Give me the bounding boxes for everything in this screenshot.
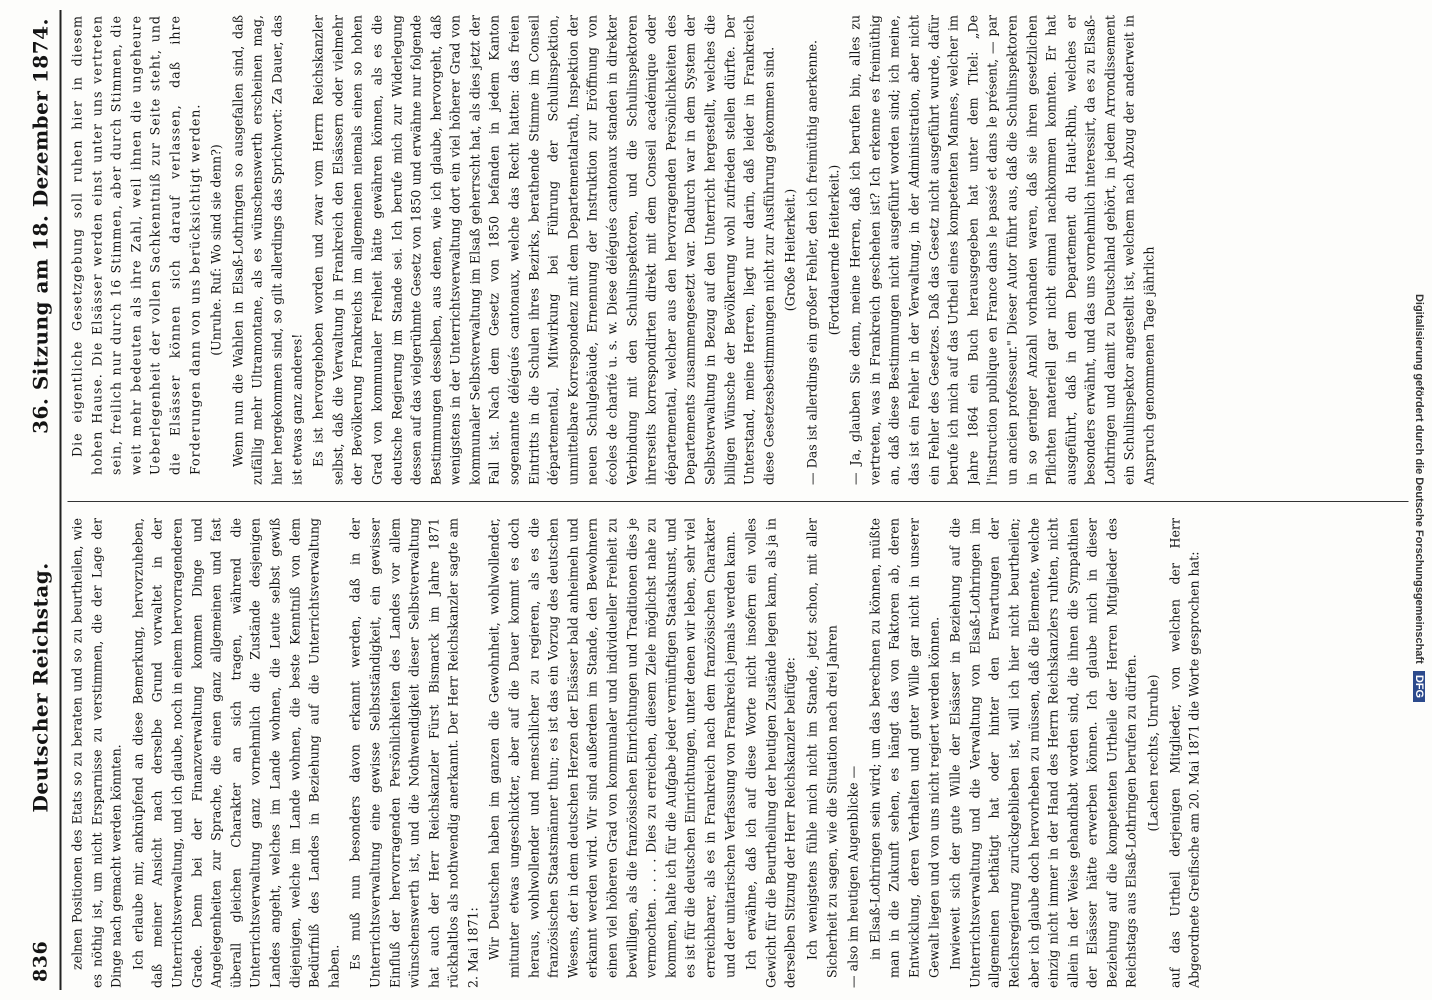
left-interjection: (Lachen rechts, Unruhe) (1145, 674, 1161, 832)
right-interjection: (Fortdauernde Heiterkeit.) (826, 164, 842, 336)
left-paragraph: zelnen Positionen des Etats so zu beraten und so zu beurtheilen, wie es nöthig ist, um nicht Ersparnisse zu verstimmen, die der Lage der Dinge nach gemacht werden könnten. (69, 518, 124, 988)
right-paragraph: Wenn nun die Wahlen in Elsaß-Lothringen so ausgefallen sind, daß zufällig mehr Ultramontane, als es wünschenswerth erscheinen mag, hier hergekommen sind, so gilt allerdings das Sprichwort: Za Dauer, das ist etwas ganz anderes! (230, 15, 305, 485)
watermark-text: Digitalisierung gefördert durch die Deutsche Forschungsgemeinschaft (1413, 293, 1425, 664)
left-quote: Ich wenigstens fühle mich nicht im Stande, jetzt schon, mit aller Sicherheit zu sagen, wie die Situation nach drei Jahren (804, 518, 840, 978)
left-paragraph: auf das Urtheil derjenigen Mitglieder, von welchen der Herr Abgeordnete Greifische am 20. Mai 1871 die Worte gesprochen hat: (1167, 518, 1202, 988)
left-paragraph: Ich erwähne, daß ich auf diese Worte nicht insofern ein volles Gewicht für die Beurtheilung der heutigen Zustände legen kann, als ja in derselben Sitzung der Herr Reichskanzler beifügte: (743, 518, 798, 988)
rotated-page-content (14, 0, 1419, 1000)
column-rule (68, 501, 1409, 502)
left-paragraph: Inwieweit sich der gute Wille der Elsässer in Beziehung auf die Unterrichtsverwaltung und die Verwaltung von Elsaß-Lothringen im allgemeinen bethätigt hat oder hinter den Erwartungen der Reichsregierung zurückgeblieben ist, will ich hier nicht beurtheilen; aber ich glaube doch hervorheben zu müssen, daß die Elemente, welche einzig nicht immer in der Hand des Herrn Reichskanzlers ruhten, nicht allein in der Weise gehandhabt worden sind, die ihnen die Sympathien der Elsässer hätte erwerben können. Ich glaube mich in dieser Beziehung auf die kompetenten Urtheile der Herren Mitglieder des Reichstags aus Elsaß-Lothringen berufen zu dürfen. (947, 518, 1139, 988)
right-paragraph: — Ja, glauben Sie denn, meine Herren, daß ich berufen bin, alles zu vertreten, was in Frankreich geschehen ist? Ich erkenne es freimüthig an, daß diese Bestimmungen nicht ausgeführt worden sind; ich meine, das ist ein Fehler in der Verwaltung, in der Administration, aber nicht ein Fehler des Gesetzes. Daß das Gesetz nicht ausgeführt wurde, dafür berufe ich mich auf das Urtheil eines kompetenten Mannes, welcher im Jahre 1864 ein Buch herausgegeben hat unter dem Titel: „De l'instruction publique en France dans le passé et dans le présent, — par un ancien professeur." Dieser Autor führt aus, daß die Schulinspektoren in so geringer Anzahl vorhanden waren, daß sie ihren gesetzlichen Pflichten materiell gar nicht einmal nachkommen konnten. Er hat ausgeführt, daß in dem Departement du Haut-Rhin, welches er besonders erwähnt, und das uns vornehmlich interessirt, da es zu Elsaß-Lothringen und damit zu Deutschland gehört, in jedem Arrondissement ein Schulinspektor angestellt ist, welchem nach Abzug der anderweit in Anspruch genommenen Tage jährlich (847, 15, 1157, 485)
page-number: 836 (29, 940, 52, 982)
right-interjection: (Unruhe. Ruf: Wo sind sie denn?) (208, 144, 224, 356)
header-rule (60, 10, 62, 990)
right-paragraph: — Das ist allerdings ein großer Fehler, den ich freimüthig anerkenne. (804, 39, 820, 485)
left-paragraph: Ich erlaube mir, anknüpfend an diese Bemerkung, hervorzuheben, daß meiner Ansicht nach derselbe Grund vorwaltet in der Unterrichtsverwaltung, und ich glaube, noch in einem hervorragenderen Grade. Denn bei der Finanzverwaltung kommen Dinge und Angelegenheiten zur Sprache, die einen ganz allgemeinen und fast überall gleichen Charakter an sich tragen, während die Unterrichtsverwaltung ganz vornehmlich die Zustände desjenigen Landes angeht, welches im Lande wohnen, die Leute selbst gewiß diejenigen, welche im Lande wohnen, die beste Kenntniß von dem Bedürfniß des Landes in Beziehung auf die Unterrichtsverwaltung haben. (130, 518, 342, 988)
right-column (68, 15, 1409, 485)
page-header (28, 18, 54, 982)
left-quote: Wir Deutschen haben im ganzen die Gewohnheit, wohlwollender, mitunter etwas ungeschickter, aber auf die Dauer kommt es doch heraus, wohlwollender und menschlicher zu regieren, als es die französischen Staatsmänner thun; es ist das ein Vorzug des deutschen Wesens, der in dem deutschen Herzen der Elsässer bald anheimeln und erkannt werden wird. Wir sind außerdem im Stande, den Bewohnern einen viel höheren Grad von kommunaler und individueller Freiheit zu bewilligen, als die französischen Einrichtungen und Traditionen dies je vermochten. . . . . Dies zu erreichen, diesem Ziele möglichst nahe zu kommen, halte ich für die Aufgabe jeder vernünftigen Staatskunst, und es ist für die deutschen Einrichtungen, unter denen wir leben, sehr viel erreichbarer, als es in Frankreich nach dem französischen Charakter und der unitarischen Verfassung von Frankreich jemals werden kann. (486, 518, 738, 978)
right-quote: Die eigentliche Gesetzgebung soll ruhen hier in diesem hohen Hause. Die Elsässer werden einst unter uns vertreten sein, freilich nur durch 16 Stimmen, aber durch Stimmen, die weit mehr bedeuten als ihre Zahl, weil ihnen die ungeheure Ueberlegenheit der vollen Sachkenntniß zur Seite steht, und die Elsässer können sich darauf verlassen, daß ihre Forderungen dann von uns berücksichtigt werden. (69, 15, 203, 475)
left-aside: — also im heutigen Augenblicke — (845, 765, 861, 988)
right-paragraph: Es ist hervorgehoben worden und zwar vom Herrn Reichskanzler selbst, daß die Verwaltung in Frankreich den Elsässern oder vielmehr der Bevölkerung Frankreichs im allgemeinen niemals einen so hohen Grad von kommunaler Freiheit hätte gewähren können, als es die deutsche Regierung im Stande sei. Ich berufe mich zur Widerlegung dessen auf das vielgerühmte Gesetz von 1850 und erwähne nur folgende Bestimmungen desselben, aus denen, wie ich glaube, hervorgeht, daß wenigstens in der Unterrichtsverwaltung dort ein viel höherer Grad von kommunaler Selbstverwaltung im Elsaß geherrscht hat, als dies jetzt der Fall ist. Nach dem Gesetz von 1850 befanden in jedem Kanton sogenannte délégués cantonaux, welche das Recht hatten: das freien Eintritts in die Schulen ihres Bezirks, berathende Stimme im Conseil départemental, Mitwirkung bei Führung der Schulinspektion, unmittelbare Korrespondenz mit dem Departementalrath, Inspektion der neuen Schulgebäude, Ernennung der Instruktion zur Eröffnung von écoles de charité u. s. w. Diese délégués cantonaux standen in direkter Verbindung mit den Schulinspektoren, und die Schulinspektoren ihrerseits korrespondirten direkt mit dem Conseil académique oder départemental, welcher aus den hervorragenden Persönlichkeiten des Departements zusammengesetzt war. Dadurch war in dem System der Selbstverwaltung in Bezug auf den Unterricht hergestellt, welches die billigen Wünsche der Bevölkerung wohl zufrieden stellen dürfte. Der Unterstand, meine Herren, liegt nur darin, daß leider in Frankreich diese Gesetzesbestimmungen nicht zur Ausführung gekommen sind. (310, 15, 777, 485)
session-title: 36. Sitzung am 18. Dezember 1874. (28, 18, 53, 434)
left-column (68, 518, 1409, 988)
left-quote: in Elsaß-Lothringen sein wird; um das berechnen zu können, müßte man in die Zukunft sehen, es hängt das von Faktoren ab, deren Entwicklung, deren Verhalten und guter Wille gar nicht in unserer Gewalt liegen und von uns nicht regiert werden können. (867, 518, 942, 978)
running-title: Deutscher Reichstag. (28, 562, 53, 813)
dfg-watermark (1410, 8, 1428, 988)
dfg-badge: DFG (1413, 671, 1425, 702)
right-interjection: (Große Heiterkeit.) (782, 188, 798, 312)
left-paragraph: Es muß nun besonders davon erkannt werden, daß in der Unterrichtsverwaltung eine gewisse Selbstständigkeit, ein gewisser Einfluß der hervorragenden Persönlichkeiten des Landes vor allem wünschenswerth ist, und die Nothwendigkeit dieser Selbstverwaltung hat auch der Herr Reichskanzler Fürst Bismarck im Jahre 1871 rückhaltlos als nothwendig anerkannt. Der Herr Reichskanzler sagte am 2. Mai 1871: (347, 518, 481, 988)
